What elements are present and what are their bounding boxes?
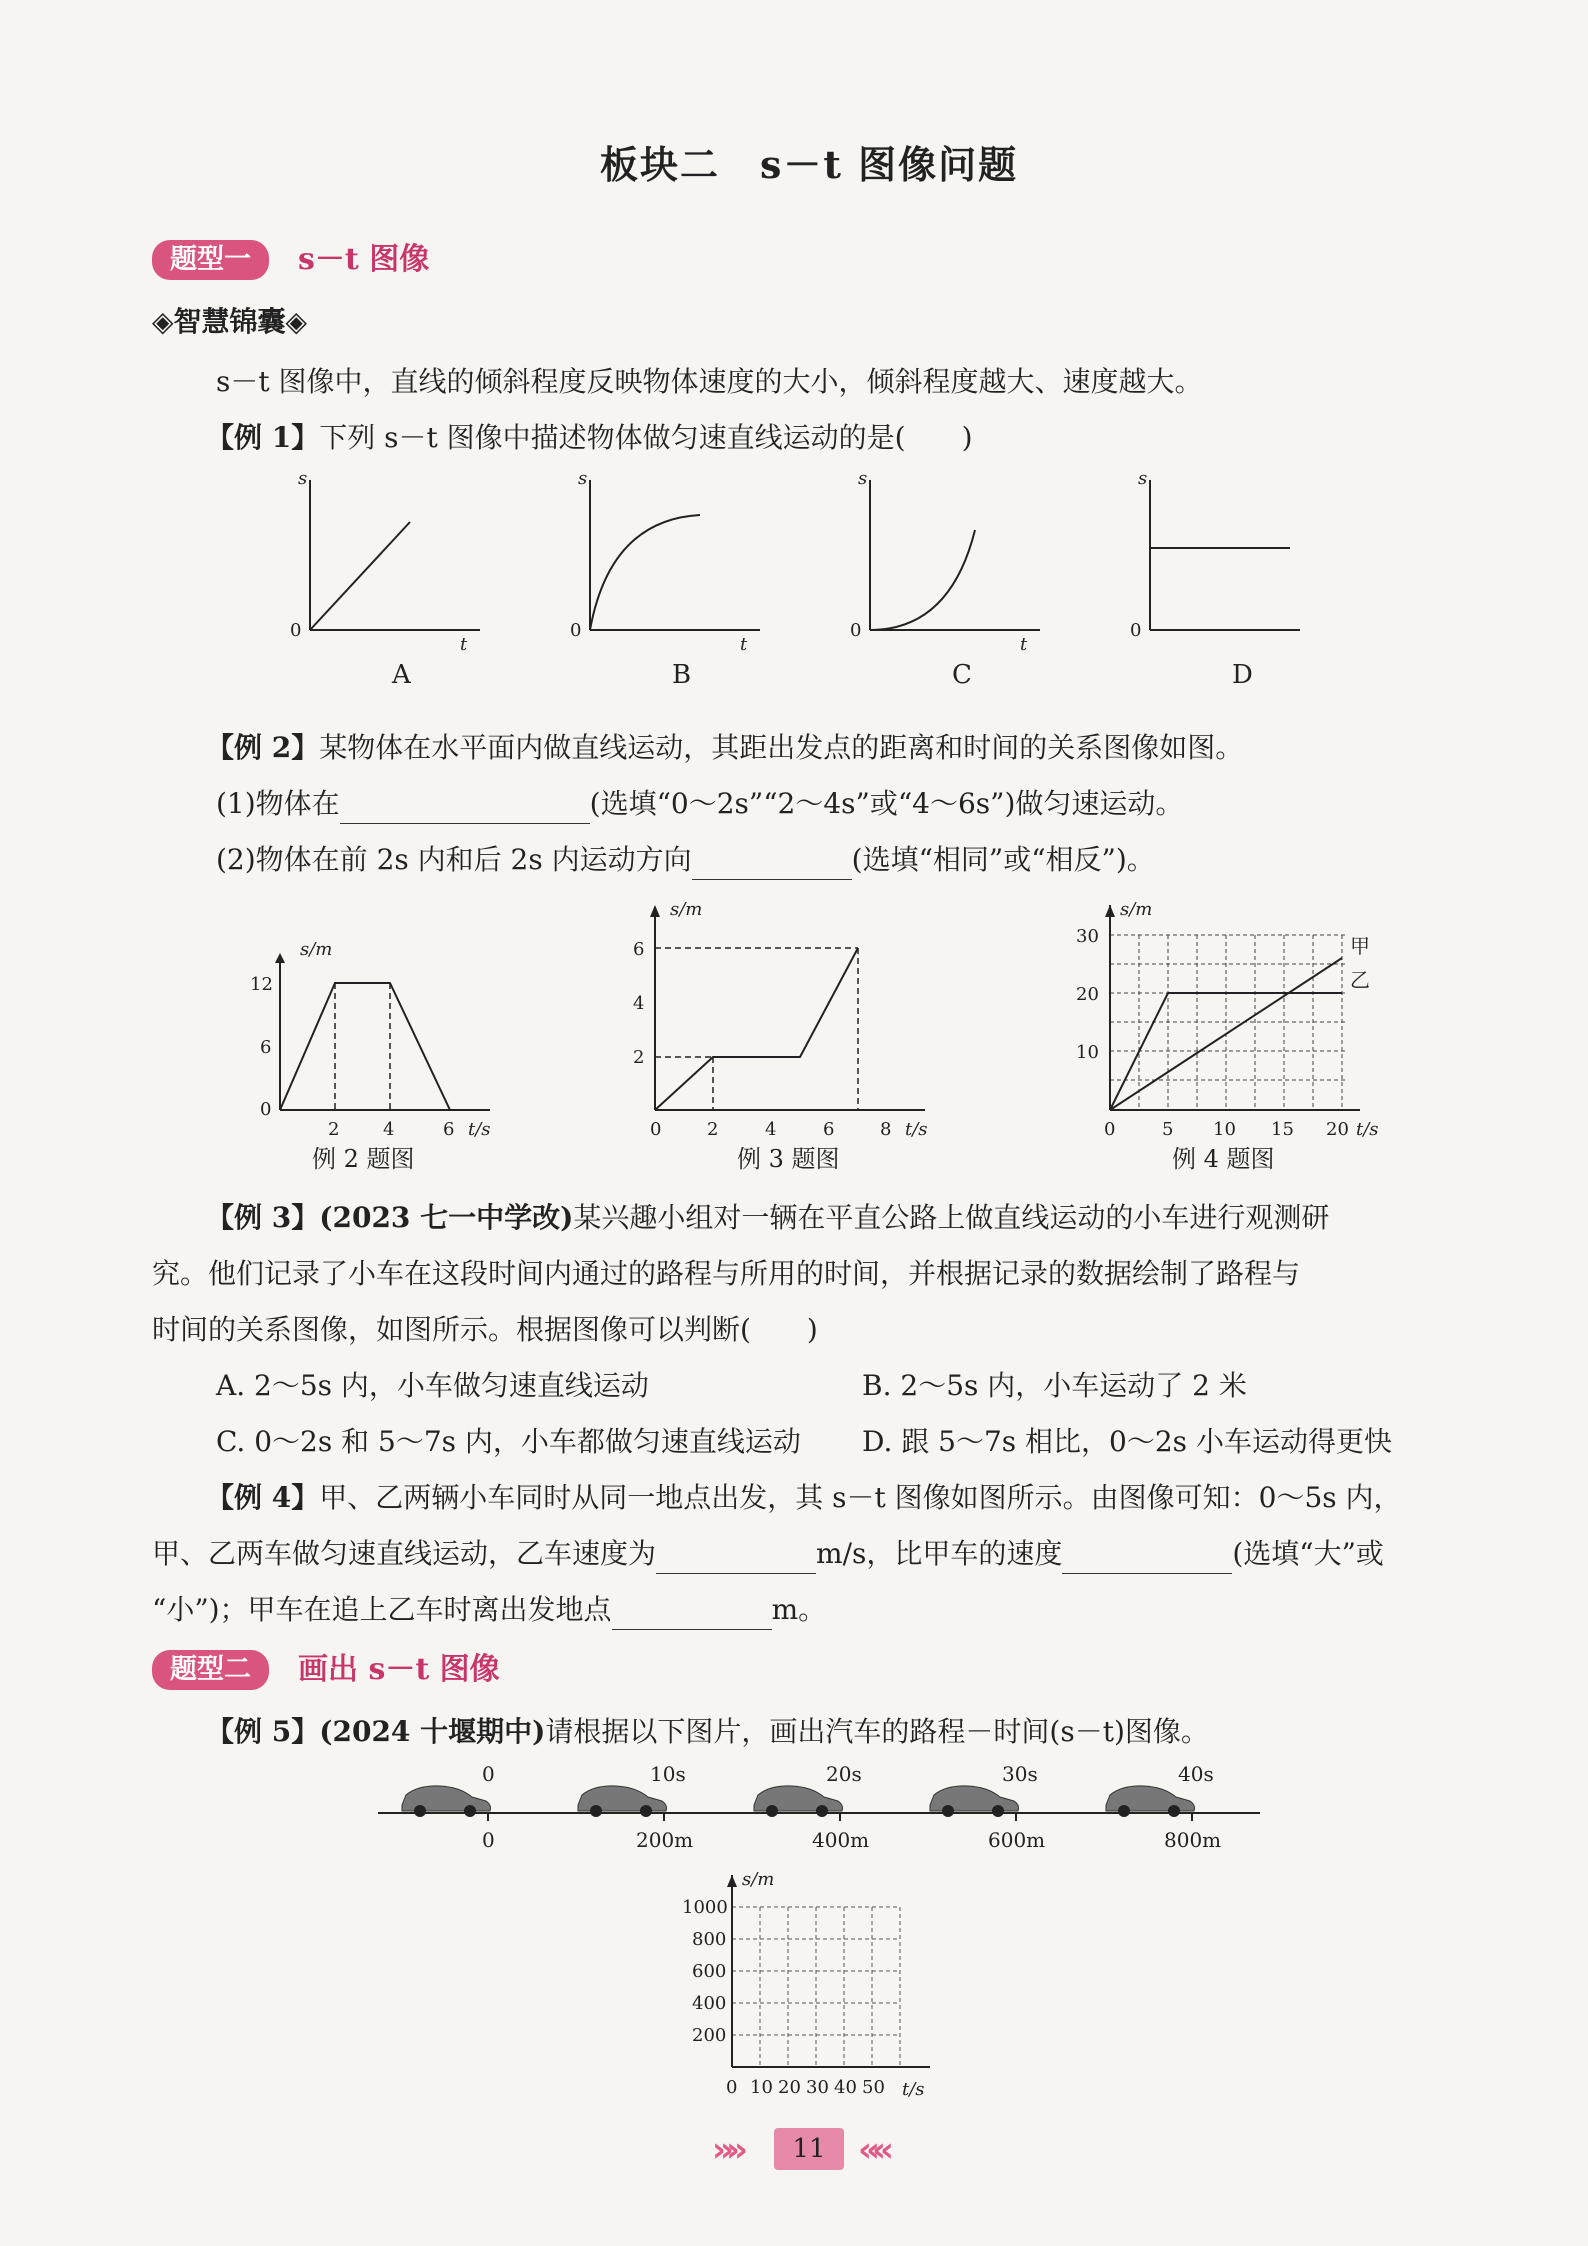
example-3-line3: 时间的关系图像，如图所示。根据图像可以判断( ) bbox=[152, 1313, 818, 1346]
distance-label: 800m bbox=[1164, 1828, 1222, 1852]
svg-text:6: 6 bbox=[823, 1119, 835, 1140]
example-label: 【例 3】 bbox=[206, 1201, 320, 1234]
example-4-line3 bbox=[152, 1590, 826, 1630]
example-5 bbox=[206, 1712, 1209, 1752]
q2-suffix: (选填“相同”或“相反”)。 bbox=[851, 843, 1155, 876]
section-title-2: 画出 s－t 图像 bbox=[298, 1652, 500, 1687]
svg-text:s/m: s/m bbox=[1120, 899, 1153, 920]
graph-c-label: C bbox=[952, 660, 972, 690]
example-text: 下列 s－t 图像中描述物体做匀速直线运动的是( ) bbox=[319, 421, 973, 454]
answer-grid-chart[interactable] bbox=[680, 1865, 980, 2115]
svg-text:4: 4 bbox=[765, 1119, 777, 1140]
graph-b-label: B bbox=[672, 660, 692, 690]
svg-text:30: 30 bbox=[806, 2077, 829, 2098]
series-line bbox=[655, 948, 858, 1110]
svg-text:600: 600 bbox=[692, 1961, 727, 1982]
svg-text:0: 0 bbox=[570, 620, 582, 641]
svg-text:6: 6 bbox=[260, 1037, 272, 1058]
example-text: 某兴趣小组对一辆在平直公路上做直线运动的小车进行观测研 bbox=[573, 1201, 1330, 1234]
option-b: B. 2～5s 内，小车运动了 2 米 bbox=[862, 1369, 1247, 1402]
figure-caption: 例 3 题图 bbox=[737, 1145, 840, 1173]
footer-chevron-right-icon: «« bbox=[858, 2130, 886, 2170]
svg-text:s: s bbox=[858, 470, 868, 489]
example-label: 【例 1】 bbox=[206, 421, 320, 454]
svg-text:12: 12 bbox=[250, 974, 273, 995]
legend-yi: 乙 bbox=[1350, 968, 1370, 992]
answer-blank[interactable] bbox=[656, 1543, 816, 1574]
svg-text:30: 30 bbox=[1076, 926, 1099, 947]
svg-text:200: 200 bbox=[692, 2025, 727, 2046]
series-line bbox=[280, 983, 450, 1110]
svg-text:t: t bbox=[460, 634, 468, 655]
figure-caption: 例 2 题图 bbox=[312, 1145, 415, 1173]
svg-text:50: 50 bbox=[862, 2077, 885, 2098]
svg-text:s/m: s/m bbox=[742, 1869, 775, 1890]
svg-text:400: 400 bbox=[692, 1993, 727, 2014]
legend-jia: 甲 bbox=[1350, 934, 1370, 958]
example-3-chart bbox=[625, 895, 955, 1175]
distance-label: 200m bbox=[636, 1828, 694, 1852]
svg-text:6: 6 bbox=[633, 939, 645, 960]
example-source: (2024 十堰期中) bbox=[319, 1715, 546, 1748]
svg-text:t/s: t/s bbox=[1356, 1119, 1379, 1140]
example-4-line2 bbox=[152, 1534, 1384, 1574]
svg-text:s: s bbox=[298, 470, 308, 489]
svg-text:20: 20 bbox=[778, 2077, 801, 2098]
line3-suffix: m。 bbox=[771, 1593, 827, 1626]
example-3-line2: 究。他们记录了小车在这段时间内通过的路程与所用的时间，并根据记录的数据绘制了路程与 bbox=[152, 1257, 1301, 1290]
svg-text:0: 0 bbox=[850, 620, 862, 641]
line3-prefix: “小”)；甲车在追上乙车时离出发地点 bbox=[152, 1593, 612, 1626]
option-c: C. 0～2s 和 5～7s 内，小车都做匀速直线运动 bbox=[216, 1425, 801, 1458]
svg-text:0: 0 bbox=[260, 1099, 272, 1120]
example-2-q2 bbox=[216, 840, 1155, 880]
svg-text:t/s: t/s bbox=[902, 2079, 925, 2100]
time-label: 0 bbox=[482, 1765, 495, 1786]
svg-text:800: 800 bbox=[692, 1929, 727, 1950]
svg-text:0: 0 bbox=[650, 1119, 662, 1140]
tip-text: s－t 图像中，直线的倾斜程度反映物体速度的大小，倾斜程度越大、速度越大。 bbox=[216, 365, 1203, 398]
svg-text:0: 0 bbox=[1130, 620, 1142, 641]
distance-label: 400m bbox=[812, 1828, 870, 1852]
svg-text:20: 20 bbox=[1076, 984, 1099, 1005]
section-badge-2: 题型二 bbox=[152, 1650, 269, 1690]
graph-d-label: D bbox=[1232, 660, 1253, 690]
answer-blank[interactable] bbox=[612, 1599, 772, 1630]
answer-blank[interactable] bbox=[340, 793, 590, 824]
svg-text:s: s bbox=[578, 470, 588, 489]
example-label: 【例 4】 bbox=[206, 1481, 320, 1514]
svg-text:8: 8 bbox=[880, 1119, 892, 1140]
example-label: 【例 2】 bbox=[206, 731, 320, 764]
svg-text:t/s: t/s bbox=[468, 1119, 491, 1140]
example-text: 甲、乙两辆小车同时从同一地点出发，其 s－t 图像如图所示。由图像可知：0～5s 内， bbox=[319, 1481, 1402, 1514]
svg-text:0: 0 bbox=[726, 2077, 738, 2098]
graph-c bbox=[850, 470, 1040, 690]
q1-prefix: (1)物体在 bbox=[216, 787, 340, 820]
example-2-chart bbox=[240, 935, 540, 1175]
figure-caption: 例 4 题图 bbox=[1172, 1145, 1275, 1173]
footer-chevron-left-icon: »» bbox=[712, 2130, 740, 2170]
section-badge-1: 题型一 bbox=[152, 240, 269, 280]
distance-label: 0 bbox=[482, 1828, 495, 1852]
example-label: 【例 5】 bbox=[206, 1715, 320, 1748]
time-label: 10s bbox=[650, 1765, 686, 1786]
svg-text:s/m: s/m bbox=[670, 899, 703, 920]
example-3 bbox=[206, 1198, 1329, 1238]
svg-text:0: 0 bbox=[290, 620, 302, 641]
example-4 bbox=[206, 1478, 1402, 1518]
tip-header: ◈智慧锦囊◈ bbox=[152, 305, 308, 338]
svg-text:2: 2 bbox=[707, 1119, 719, 1140]
svg-text:5: 5 bbox=[1162, 1119, 1174, 1140]
svg-text:t: t bbox=[740, 634, 748, 655]
example-1 bbox=[206, 418, 973, 458]
svg-text:t: t bbox=[1020, 634, 1028, 655]
svg-text:s: s bbox=[1138, 470, 1148, 489]
svg-text:10: 10 bbox=[1213, 1119, 1236, 1140]
option-a: A. 2～5s 内，小车做匀速直线运动 bbox=[216, 1369, 649, 1402]
svg-text:s/m: s/m bbox=[300, 939, 333, 960]
example-text: 请根据以下图片，画出汽车的路程－时间(s－t)图像。 bbox=[545, 1715, 1209, 1748]
svg-text:15: 15 bbox=[1271, 1119, 1294, 1140]
line2-prefix: 甲、乙两车做匀速直线运动，乙车速度为 bbox=[152, 1537, 657, 1570]
graph-a bbox=[290, 470, 480, 690]
svg-text:2: 2 bbox=[633, 1047, 645, 1068]
section-title-1: s－t 图像 bbox=[298, 242, 430, 277]
car-road-figure bbox=[370, 1765, 1270, 1875]
svg-text:0: 0 bbox=[1104, 1119, 1116, 1140]
time-label: 30s bbox=[1002, 1765, 1038, 1786]
svg-text:40: 40 bbox=[834, 2077, 857, 2098]
q1-suffix: (选填“0～2s”“2～4s”或“4～6s”)做匀速运动。 bbox=[589, 787, 1184, 820]
example-2-q1 bbox=[216, 784, 1183, 824]
time-label: 40s bbox=[1178, 1765, 1214, 1786]
distance-label: 600m bbox=[988, 1828, 1046, 1852]
example-text: 某物体在水平面内做直线运动，其距出发点的距离和时间的关系图像如图。 bbox=[319, 731, 1244, 764]
option-d: D. 跟 5～7s 相比，0～2s 小车运动得更快 bbox=[862, 1425, 1392, 1458]
page-title: 板块二 s－t 图像问题 bbox=[600, 142, 1019, 187]
q2-prefix: (2)物体在前 2s 内和后 2s 内运动方向 bbox=[216, 843, 692, 876]
graph-b bbox=[570, 470, 760, 690]
example-1-graphs bbox=[280, 470, 1330, 700]
svg-text:4: 4 bbox=[633, 993, 645, 1014]
svg-text:1000: 1000 bbox=[682, 1897, 728, 1918]
svg-text:t/s: t/s bbox=[905, 1119, 928, 1140]
graph-d bbox=[1130, 470, 1300, 690]
example-source: (2023 七一中学改) bbox=[319, 1201, 574, 1234]
graph-a-label: A bbox=[392, 660, 411, 690]
answer-blank[interactable] bbox=[1062, 1543, 1232, 1574]
svg-text:2: 2 bbox=[328, 1119, 340, 1140]
svg-text:6: 6 bbox=[443, 1119, 455, 1140]
example-4-chart bbox=[1060, 895, 1390, 1175]
answer-blank[interactable] bbox=[692, 849, 852, 880]
svg-text:10: 10 bbox=[750, 2077, 773, 2098]
svg-text:10: 10 bbox=[1076, 1042, 1099, 1063]
line2-suffix: (选填“大”或 bbox=[1232, 1537, 1384, 1570]
example-2 bbox=[206, 728, 1243, 768]
line2-middle: m/s，比甲车的速度 bbox=[816, 1537, 1063, 1570]
page-number: 11 bbox=[774, 2128, 844, 2170]
svg-text:20: 20 bbox=[1326, 1119, 1349, 1140]
time-label: 20s bbox=[826, 1765, 862, 1786]
svg-text:4: 4 bbox=[383, 1119, 395, 1140]
